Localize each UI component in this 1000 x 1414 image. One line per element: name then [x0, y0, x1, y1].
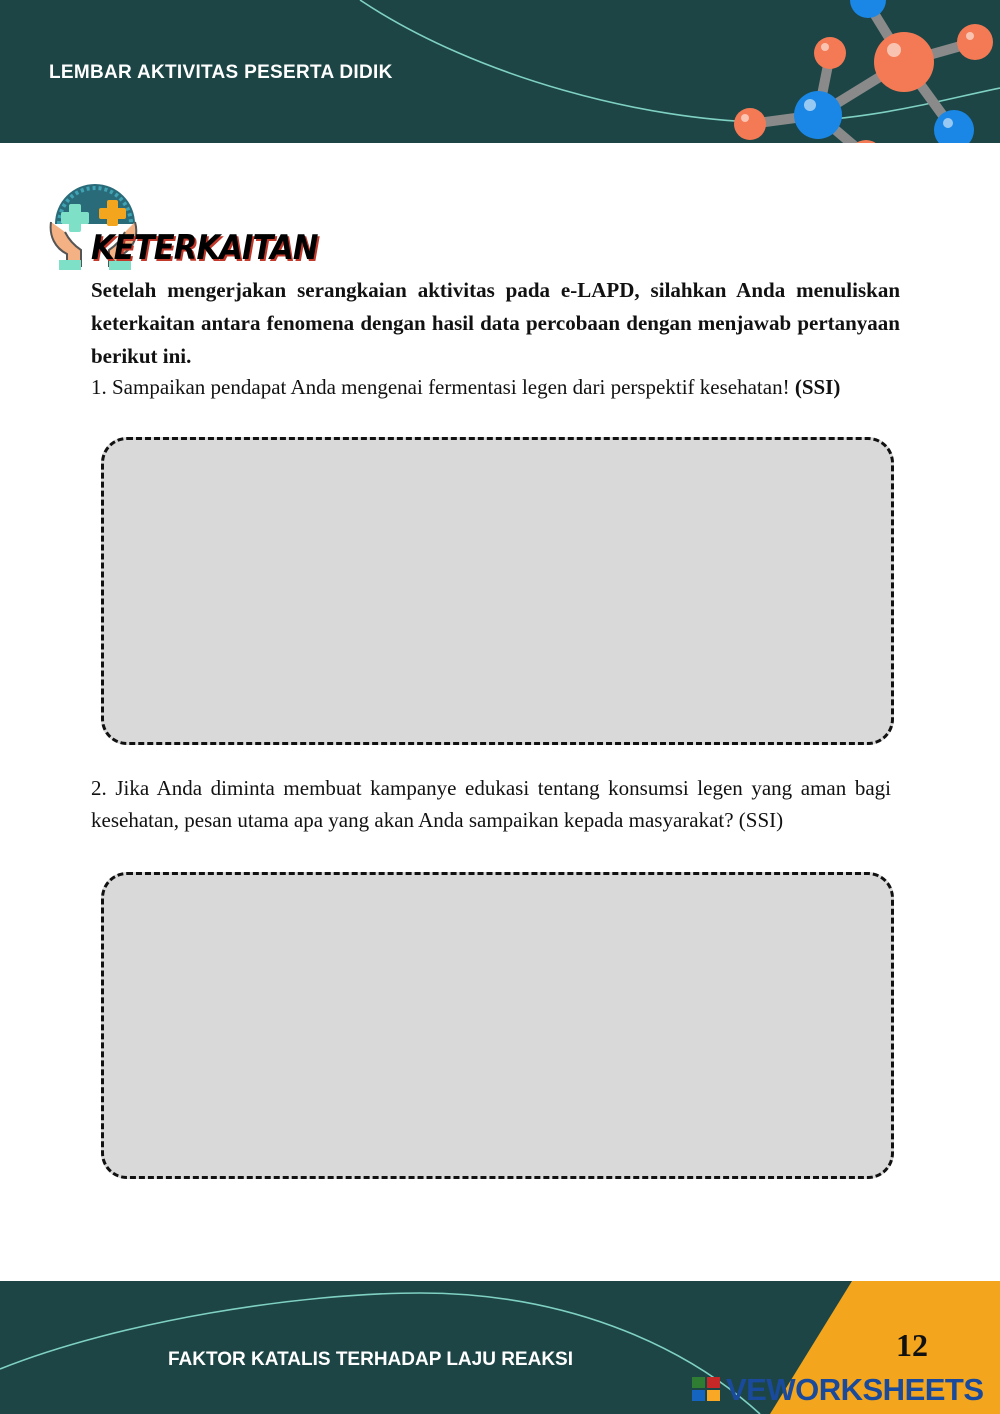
question-2: 2. Jika Anda diminta membuat kampanye edukasi tentang konsumsi legen yang aman bagi kesehatan, pesan utama apa yang akan Anda sampaikan kepada masyarakat? (SSI) [91, 776, 891, 832]
section-title: KETERKAITAN [91, 228, 318, 268]
page-number: 12 [896, 1327, 928, 1363]
liveworksheets-brand-text: VEWORKSHEETS [726, 1372, 984, 1407]
page-footer [0, 1281, 1000, 1414]
liveworksheets-logo[interactable] [692, 1372, 984, 1408]
footer-title: FAKTOR KATALIS TERHADAP LAJU REAKSI [168, 1349, 574, 1370]
header-title: LEMBAR AKTIVITAS PESERTA DIDIK [49, 62, 393, 83]
intro-paragraph: Setelah mengerjakan serangkaian aktivitas pada e-LAPD, silahkan Anda menuliskan keterkaitan antara fenomena dengan hasil data percobaan dengan menjawab pertanyaan berikut ini. [91, 278, 900, 368]
answer-box-1[interactable] [101, 437, 894, 745]
question-1-tag: (SSI) [794, 375, 841, 399]
molecule-icon [720, 0, 1000, 143]
page-header [0, 0, 1000, 143]
answer-box-2[interactable] [101, 872, 894, 1179]
liveworksheets-icon [692, 1377, 722, 1403]
question-1-text: 1. Sampaikan pendapat Anda mengenai fermentasi legen dari perspektif kesehatan! [91, 375, 795, 399]
question-1 [91, 371, 891, 403]
